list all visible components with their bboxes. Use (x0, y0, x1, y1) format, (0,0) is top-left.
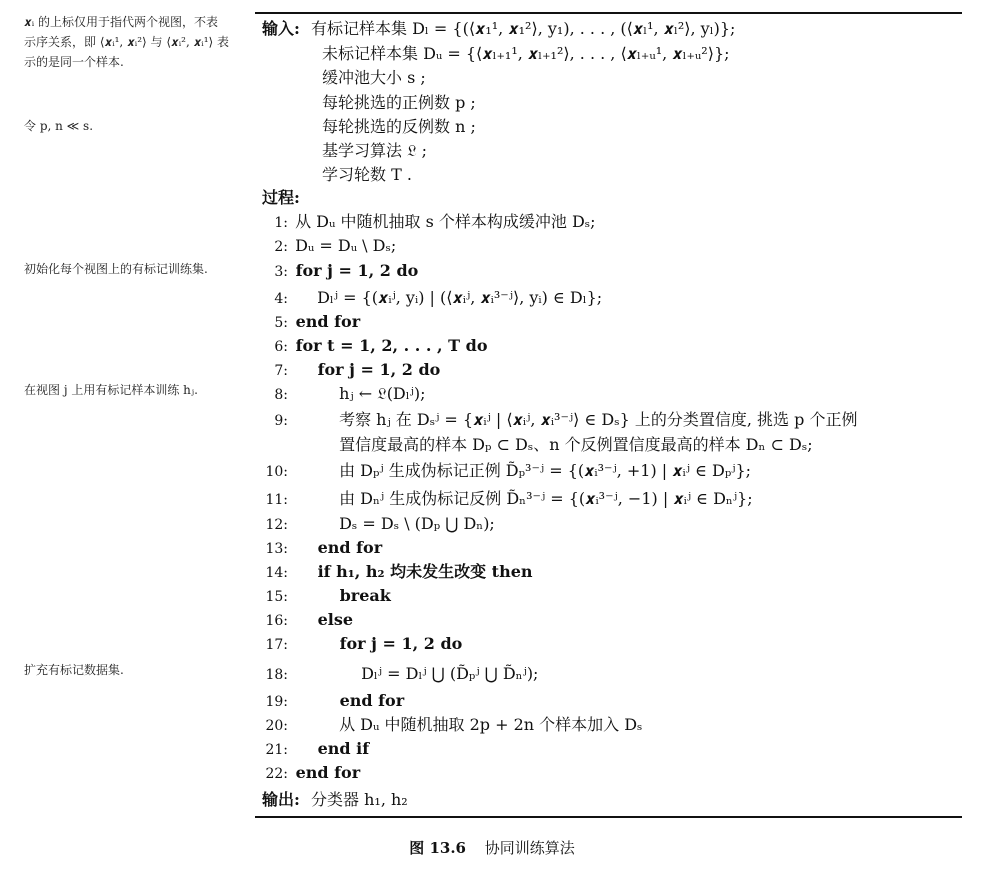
step-number: 9: (274, 413, 288, 429)
step-number: 8: (274, 387, 288, 403)
step-7 (262, 360, 440, 381)
step-number: 16: (265, 613, 288, 629)
step-4 (262, 288, 602, 309)
step-text: for j = 1, 2 do (295, 261, 419, 280)
step-number: 2: (274, 239, 288, 255)
step-text: 考察 hⱼ 在 Dₛʲ = {𝒙ᵢʲ | ⟨𝒙ᵢʲ, 𝒙ᵢ³⁻ʲ⟩ ∈ Dₛ} 上的分类置信度, 挑选 p 个正例 (339, 410, 858, 429)
step-5 (262, 312, 360, 333)
step-number: 14: (265, 565, 288, 581)
input-labeled-set: 有标记样本集 Dₗ = {(⟨𝒙₁¹, 𝒙₁²⟩, y₁), . . . , (⟨𝒙ₗ¹, 𝒙ₗ²⟩, yₗ)}; (311, 19, 736, 38)
step-text: end for (295, 312, 361, 331)
input-line-4: 每轮挑选的正例数 p ; (322, 93, 476, 112)
step-21 (262, 739, 369, 760)
step-20 (262, 715, 642, 736)
step-text: if h₁, h₂ 均未发生改变 then (317, 562, 533, 581)
step-number: 22: (265, 766, 288, 782)
step-number: 19: (265, 694, 288, 710)
step-text: end for (317, 538, 383, 557)
step-number: 17: (265, 637, 288, 653)
step-2 (262, 236, 396, 257)
step-number: 15: (265, 589, 288, 605)
step-text: for t = 1, 2, . . . , T do (295, 336, 488, 355)
step-1 (262, 212, 596, 233)
step-text: break (339, 586, 391, 605)
step-number: 10: (265, 464, 288, 480)
step-number: 13: (265, 541, 288, 557)
sidenote-init-labeled-set: 初始化每个视图上的有标记训练集. (24, 262, 208, 276)
step-3 (262, 261, 418, 282)
step-number: 20: (265, 718, 288, 734)
step-6 (262, 336, 488, 357)
step-number: 7: (274, 363, 288, 379)
step-number: 4: (274, 291, 288, 307)
step-9-continued (262, 435, 813, 455)
step-14 (262, 562, 533, 583)
step-text: for j = 1, 2 do (317, 360, 441, 379)
step-text: 由 Dₚʲ 生成伪标记正例 D̃ₚ³⁻ʲ = {(𝒙ᵢ³⁻ʲ, +1) | 𝒙ᵢʲ ∈ Dₚʲ}; (339, 461, 752, 480)
step-11 (262, 489, 753, 510)
step-text: end for (295, 763, 361, 782)
input-label: 输入: (262, 19, 300, 38)
step-10 (262, 461, 751, 482)
step-22 (262, 763, 360, 784)
step-text: 从 Dᵤ 中随机抽取 2p + 2n 个样本加入 Dₛ (339, 715, 643, 734)
algorithm-top-rule (255, 12, 962, 14)
sidenote-expand-labeled-data: 扩充有标记数据集. (24, 663, 124, 677)
process-label: 过程: (262, 188, 300, 207)
step-18 (262, 664, 538, 685)
step-13 (262, 538, 382, 559)
step-number: 3: (274, 264, 288, 280)
step-number: 21: (265, 742, 288, 758)
step-number: 5: (274, 315, 288, 331)
sidenote-view-superscript: 𝒙ᵢ 的上标仅用于指代两个视图，不表示序关系，即 ⟨𝒙ᵢ¹, 𝒙ᵢ²⟩ 与 ⟨𝒙ᵢ², 𝒙ᵢ¹⟩ 表示的是同一个样本. (24, 15, 230, 69)
step-text: else (317, 610, 354, 629)
step-text: end for (339, 691, 405, 710)
step-text: Dₗʲ = Dₗʲ ⋃ (D̃ₚʲ ⋃ D̃ₙʲ); (361, 664, 539, 683)
step-12 (262, 514, 495, 535)
figure-title: 协同训练算法 (484, 839, 575, 857)
input-line-5: 每轮挑选的反例数 n ; (322, 117, 476, 136)
figure-caption (0, 837, 984, 858)
step-number: 18: (265, 667, 288, 683)
input-line-1 (262, 19, 735, 39)
step-text: Dᵤ = Dᵤ \ Dₛ; (295, 236, 397, 255)
step-number: 6: (274, 339, 288, 355)
input-line-7: 学习轮数 T . (322, 165, 412, 184)
output-label: 输出: (262, 790, 300, 809)
output-line (262, 790, 408, 810)
step-text: Dₛ = Dₛ \ (Dₚ ⋃ Dₙ); (339, 514, 495, 533)
step-text: for j = 1, 2 do (339, 634, 463, 653)
step-text: 由 Dₙʲ 生成伪标记反例 D̃ₙ³⁻ʲ = {(𝒙ᵢ³⁻ʲ, −1) | 𝒙ᵢʲ ∈ Dₙʲ}; (339, 489, 753, 508)
step-15 (262, 586, 391, 607)
step-number: 12: (265, 517, 288, 533)
step-19 (262, 691, 404, 712)
sidenote-p-n-small: 令 p, n ≪ s. (24, 119, 94, 133)
sidenote-train-hj: 在视图 j 上用有标记样本训练 hⱼ. (24, 383, 198, 397)
step-8 (262, 384, 426, 405)
step-number: 11: (265, 492, 288, 508)
step-number: 1: (274, 215, 288, 231)
input-line-6: 基学习算法 𝔏 ; (322, 141, 428, 160)
step-text: Dₗʲ = {(𝒙ᵢʲ, yᵢ) | (⟨𝒙ᵢʲ, 𝒙ᵢ³⁻ʲ⟩, yᵢ) ∈ Dₗ}; (317, 288, 603, 307)
step-17 (262, 634, 462, 655)
output-text: 分类器 h₁, h₂ (311, 790, 408, 809)
step-text: hⱼ ← 𝔏(Dₗʲ); (339, 384, 426, 403)
step-text: 从 Dᵤ 中随机抽取 s 个样本构成缓冲池 Dₛ; (295, 212, 596, 231)
input-line-3: 缓冲池大小 s ; (322, 68, 426, 87)
figure-number: 图 13.6 (409, 839, 466, 857)
input-line-2: 未标记样本集 Dᵤ = {⟨𝒙ₗ₊₁¹, 𝒙ₗ₊₁²⟩, . . . , ⟨𝒙ₗ₊ᵤ¹, 𝒙ₗ₊ᵤ²⟩}; (322, 44, 730, 63)
algorithm-bottom-rule (255, 816, 962, 818)
step-9 (262, 410, 857, 431)
step-text: end if (317, 739, 370, 758)
step-16 (262, 610, 353, 631)
step-text: 置信度最高的样本 Dₚ ⊂ Dₛ、n 个反例置信度最高的样本 Dₙ ⊂ Dₛ; (339, 435, 813, 454)
